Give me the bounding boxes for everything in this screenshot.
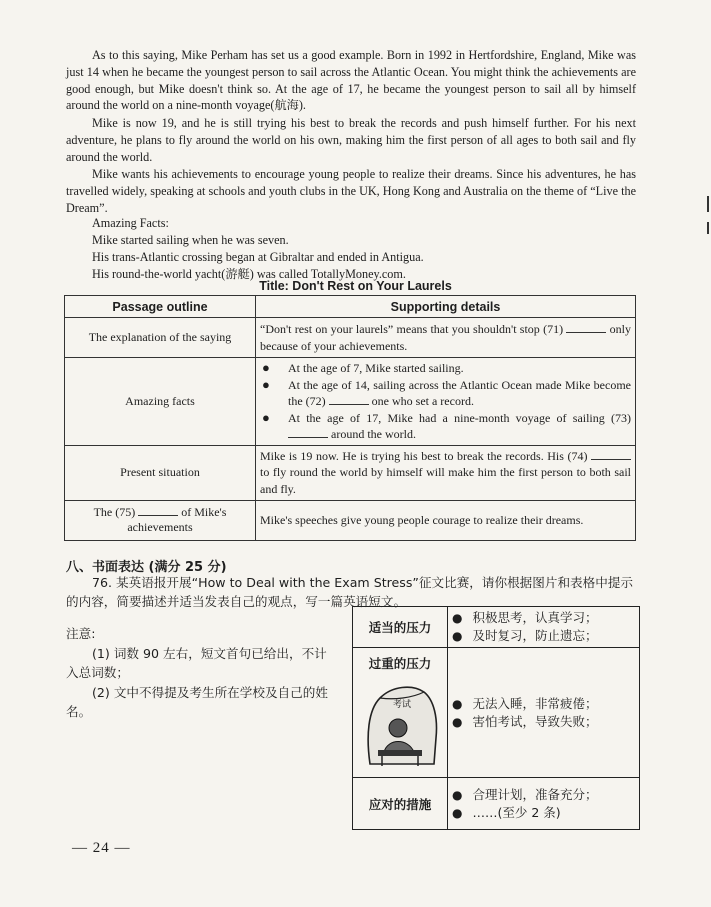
passage-paragraph-2: Mike is now 19, and he is still trying his best to break the records and push himself further. For his next adventure, he plans to fly around the world on his own, making him the first person of all ages to both sail and fly around the world. (66, 116, 636, 164)
answer-blank-75[interactable] (138, 505, 178, 516)
outline-cell: The (75) of Mike's achievements (65, 500, 256, 540)
bullet-icon: ● (452, 696, 463, 711)
writing-notes (66, 624, 336, 722)
bullet-icon: ● (262, 376, 270, 392)
answer-blank-72[interactable] (329, 394, 369, 405)
outline-cell: Present situation (65, 445, 256, 500)
stress-points: ● 积极思考，认真学习； ● 及时复习，防止遗忘； (448, 607, 640, 648)
table-row (65, 318, 636, 358)
column-header: Supporting details (256, 296, 636, 318)
fact-item: His trans-Atlantic crossing began at Gibraltar and ended in Antigua. (92, 250, 424, 264)
bullet-icon: ● (262, 360, 270, 375)
notes-title: 注意: (66, 626, 96, 641)
passage-paragraph-3: Mike wants his achievements to encourage young people to realize their dreams. Since his adventures, he has travelled widely, speaking at schools and youth clubs in the UK, Hong Kong and Australia on the theme of “Live the Dream”. (66, 167, 636, 215)
table-row (65, 358, 636, 446)
fact-item: His round-the-world yacht(游艇) was called TotallyMoney.com. (92, 267, 406, 281)
stress-points: ● 合理计划，准备充分； ● ……(至少 2 条) (448, 778, 640, 830)
stress-label: 过重的压力 (368, 656, 432, 671)
detail-cell: “Don't rest on your laurels” means that you shouldn't stop (71) only because of your achievements. (256, 318, 636, 358)
stress-label: 适当的压力 (353, 607, 448, 648)
answer-blank-74[interactable] (591, 449, 631, 460)
bullet-icon: ● (452, 611, 463, 625)
stress-label-cell (353, 648, 448, 778)
outline-cell: Amazing facts (65, 358, 256, 446)
table-row (353, 607, 640, 648)
page-number: — 24 — (72, 840, 131, 856)
table-row (353, 778, 640, 830)
svg-text:考试: 考试 (392, 700, 412, 710)
detail-cell: Mike's speeches give young people courage to realize their dreams. (256, 500, 636, 540)
outline-table-title: Title: Don't Rest on Your Laurels (259, 279, 452, 293)
note-item: (1) 词数 90 左右，短文首句已给出，不计入总词数； (66, 645, 327, 680)
bullet-icon: ● (452, 805, 463, 820)
answer-blank-71[interactable] (566, 322, 606, 333)
column-header: Passage outline (65, 296, 256, 318)
bullet-icon: ● (452, 714, 463, 729)
passage-paragraph-1: As to this saying, Mike Perham has set us a good example. Born in 1992 in Hertfordshire, England, Mike was just 14 when he became the youngest person to sail across the Atlantic Ocean. You might think the achievements are good enough, but Mike doesn't think so. At the age of 17, he became the youngest person to sail all by himself around the world on a nine-month voyage(航海). (66, 48, 636, 113)
outline-cell: The explanation of the saying (65, 318, 256, 358)
stress-table (352, 606, 640, 830)
bullet-icon: ● (262, 409, 270, 425)
answer-blank-73[interactable] (288, 427, 328, 438)
table-row (65, 445, 636, 500)
exam-stress-illustration (360, 676, 440, 772)
facts-title: Amazing Facts: (92, 216, 169, 230)
binding-mark (707, 196, 709, 212)
fact-item: Mike started sailing when he was seven. (92, 233, 289, 247)
amazing-facts (92, 215, 424, 283)
stress-points: ● 无法入睡，非常疲倦； ● 害怕考试，导致失败； (448, 648, 640, 778)
table-row (353, 648, 640, 778)
note-item: (2) 文中不得提及考生所在学校及自己的姓名。 (66, 684, 328, 719)
binding-mark (707, 222, 709, 234)
writing-task: 76. 某英语报开展“How to Deal with the Exam Stress”征文比赛，请你根据图片和表格中提示的内容，简要描述并适当发表自己的观点，写一篇英语短文。 (66, 575, 634, 609)
section-heading: 八、书面表达 (满分 25 分) (66, 560, 227, 575)
bullet-icon: ● (452, 787, 463, 802)
stress-label: 应对的措施 (353, 778, 448, 830)
table-row (65, 500, 636, 540)
passage-outline-table (64, 295, 636, 541)
detail-cell: Mike is 19 now. He is trying his best to break the records. His (74) to fly round the world by himself will make him the first person to both sail and fly. (256, 445, 636, 500)
bullet-icon: ● (452, 629, 463, 643)
detail-cell: ● At the age of 7, Mike started sailing. ● At the age of 14, sailing across the Atlantic Ocean made Mike become the (72) one who set a record. ● At the age of 17, Mike had a nine-month voyage of sailing (73) around the world. (256, 358, 636, 446)
